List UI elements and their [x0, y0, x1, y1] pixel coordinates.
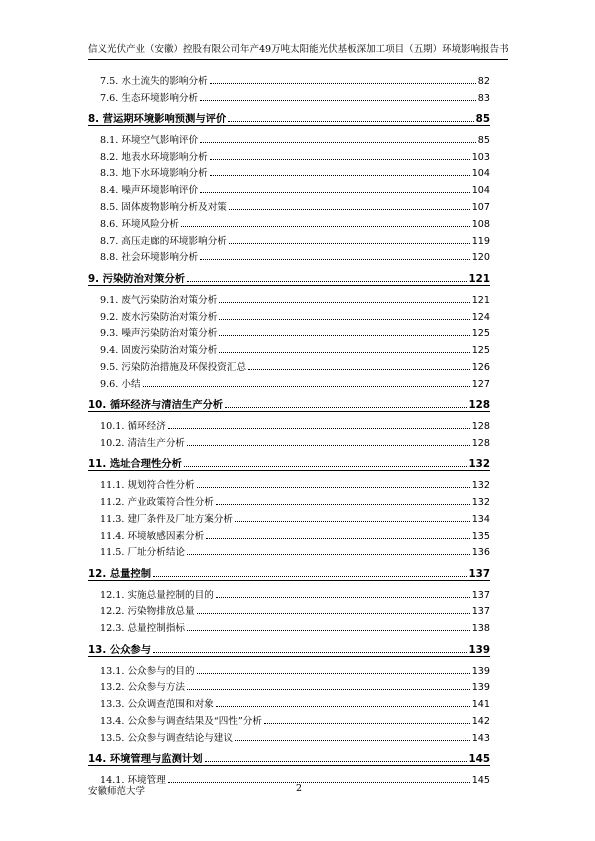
toc-chapter-entry[interactable]: [88, 390, 490, 413]
footer-page-number: 2: [296, 783, 303, 794]
toc-section-entry[interactable]: [88, 196, 490, 213]
toc-dot-leader: [235, 740, 470, 741]
toc-entry-page: 141: [471, 699, 490, 711]
toc-dot-leader: [200, 259, 470, 260]
toc-entry-title: 11.3. 建厂条件及厂址方案分析: [100, 513, 233, 525]
toc-entry-page: 143: [471, 732, 490, 744]
toc-entry-title: 14. 环境管理与监测计划: [88, 753, 203, 766]
footer-organization: 安徽师范大学: [88, 786, 146, 797]
toc-entry-title: 14.1. 环境管理: [100, 775, 166, 786]
toc-section-entry[interactable]: [88, 508, 490, 525]
toc-entry-title: 8. 营运期环境影响预测与评价: [88, 113, 227, 126]
toc-section-entry[interactable]: [88, 213, 490, 230]
toc-entry-page: 85: [475, 113, 490, 126]
toc-entry-page: 121: [468, 272, 490, 285]
toc-chapter-entry[interactable]: [88, 263, 490, 286]
toc-entry-title: 12.2. 污染物排放总量: [100, 606, 195, 618]
toc-entry-page: 139: [471, 665, 490, 677]
toc-dot-leader: [197, 487, 470, 488]
toc-entry-page: 128: [468, 399, 490, 412]
toc-entry-page: 137: [468, 567, 490, 580]
toc-dot-leader: [229, 243, 470, 244]
toc-entry-title: 11.4. 环境敏感因素分析: [100, 530, 205, 542]
toc-entry-title: 10.1. 循环经济: [100, 421, 166, 433]
toc-entry-title: 13.2. 公众参与方法: [100, 682, 186, 694]
toc-section-entry[interactable]: [88, 542, 490, 559]
toc-dot-leader: [216, 504, 470, 505]
toc-entry-page: 145: [471, 775, 490, 786]
toc-entry-page: 119: [471, 235, 490, 247]
toc-entry-title: 11. 选址合理性分析: [88, 458, 182, 471]
toc-section-entry[interactable]: [88, 491, 490, 508]
toc-dot-leader: [187, 281, 466, 282]
toc-section-entry[interactable]: [88, 306, 490, 323]
toc-entry-page: 121: [471, 294, 490, 306]
header-rule: [88, 59, 508, 60]
toc-entry-page: 125: [471, 345, 490, 357]
toc-entry-page: 125: [471, 328, 490, 340]
toc-entry-title: 8.7. 高压走廊的环境影响分析: [100, 235, 227, 247]
toc-section-entry[interactable]: [88, 432, 490, 449]
toc-entry-page: 134: [471, 513, 490, 525]
toc-entry-title: 8.4. 噪声环境影响评价: [100, 185, 199, 197]
toc-entry-title: 13.1. 公众参与的目的: [100, 665, 195, 677]
toc-dot-leader: [216, 597, 470, 598]
toc-section-entry[interactable]: [88, 677, 490, 694]
toc-entry-page: 135: [471, 530, 490, 542]
toc-entry-page: 83: [477, 92, 490, 104]
toc-entry-title: 8.6. 环境风险分析: [100, 218, 179, 230]
toc-entry-page: 85: [477, 134, 490, 146]
toc-dot-leader: [197, 613, 470, 614]
toc-dot-leader: [206, 538, 469, 539]
toc-dot-leader: [187, 445, 470, 446]
toc-section-entry[interactable]: [88, 163, 490, 180]
toc-entry-page: 128: [471, 421, 490, 433]
toc-entry-title: 8.8. 社会环境影响分析: [100, 252, 199, 264]
toc-entry-page: 132: [471, 496, 490, 508]
toc-entry-title: 11.5. 厂址分析结论: [100, 547, 186, 559]
toc-section-entry[interactable]: [88, 339, 490, 356]
toc-dot-leader: [225, 407, 466, 408]
toc-entry-page: 108: [471, 218, 490, 230]
toc-section-entry[interactable]: [88, 617, 490, 634]
toc-dot-leader: [168, 782, 470, 783]
toc-dot-leader: [228, 121, 473, 122]
toc-section-entry[interactable]: [88, 769, 490, 786]
toc-section-entry[interactable]: [88, 693, 490, 710]
toc-entry-page: 104: [471, 168, 490, 180]
toc-entry-page: 138: [471, 623, 490, 635]
toc-entry-page: 132: [468, 458, 490, 471]
toc-entry-page: 124: [471, 311, 490, 323]
toc-entry-page: 145: [468, 753, 490, 766]
toc-dot-leader: [235, 521, 470, 522]
toc-dot-leader: [229, 209, 470, 210]
toc-section-entry[interactable]: [88, 474, 490, 491]
toc-entry-page: 136: [471, 547, 490, 559]
toc-entry-title: 9.5. 污染防治措施及环保投资汇总: [100, 361, 247, 373]
toc-dot-leader: [187, 689, 470, 690]
toc-chapter-entry[interactable]: [88, 104, 490, 127]
toc-chapter-entry[interactable]: [88, 744, 490, 767]
toc-entry-page: 142: [471, 715, 490, 727]
toc-entry-page: 137: [471, 589, 490, 601]
toc-entry-title: 13.5. 公众参与调查结论与建议: [100, 732, 233, 744]
toc-dot-leader: [219, 302, 469, 303]
toc-dot-leader: [143, 386, 470, 387]
toc-section-entry[interactable]: [88, 660, 490, 677]
toc-dot-leader: [210, 159, 470, 160]
toc-section-entry[interactable]: [88, 356, 490, 373]
toc-entry-page: 104: [471, 185, 490, 197]
toc-dot-leader: [219, 319, 469, 320]
toc-section-entry[interactable]: [88, 373, 490, 390]
toc-entry-title: 13. 公众参与: [88, 643, 152, 656]
toc-section-entry[interactable]: [88, 727, 490, 744]
toc-dot-leader: [219, 335, 469, 336]
toc-dot-leader: [264, 723, 470, 724]
toc-dot-leader: [181, 226, 470, 227]
toc-entry-title: 9. 污染防治对策分析: [88, 272, 186, 285]
toc-entry-page: 103: [471, 151, 490, 163]
toc-section-entry[interactable]: [88, 289, 490, 306]
toc-dot-leader: [200, 192, 470, 193]
toc-entry-page: 128: [471, 437, 490, 449]
toc-section-entry[interactable]: [88, 146, 490, 163]
toc-dot-leader: [210, 175, 470, 176]
toc-section-entry[interactable]: [88, 179, 490, 196]
toc-entry-page: 107: [471, 202, 490, 214]
toc-section-entry[interactable]: [88, 710, 490, 727]
toc-entry-page: 120: [471, 252, 490, 264]
toc-entry-title: 12.3. 总量控制指标: [100, 623, 186, 635]
toc-entry-page: 139: [471, 682, 490, 694]
toc-entry-title: 7.6. 生态环境影响分析: [100, 92, 199, 104]
toc-section-entry[interactable]: [88, 70, 490, 87]
toc-dot-leader: [153, 576, 466, 577]
toc-dot-leader: [187, 630, 470, 631]
toc-section-entry[interactable]: [88, 584, 490, 601]
toc-dot-leader: [219, 352, 469, 353]
toc-entry-page: 126: [471, 361, 490, 373]
toc-dot-leader: [168, 428, 470, 429]
toc-entry-title: 10.2. 清洁生产分析: [100, 437, 186, 449]
toc-entry-page: 132: [471, 480, 490, 492]
toc-dot-leader: [153, 652, 466, 653]
toc-chapter-entry[interactable]: [88, 634, 490, 657]
toc-entry-title: 7.5. 水土流失的影响分析: [100, 75, 208, 87]
toc-section-entry[interactable]: [88, 247, 490, 264]
toc-entry-title: 9.4. 固废污染防治对策分析: [100, 345, 218, 357]
toc-section-entry[interactable]: [88, 230, 490, 247]
toc-entry-title: 8.3. 地下水环境影响分析: [100, 168, 208, 180]
toc-dot-leader: [248, 369, 470, 370]
toc-entry-title: 8.5. 固体废物影响分析及对策: [100, 202, 227, 214]
toc-entry-title: 8.2. 地表水环境影响分析: [100, 151, 208, 163]
toc-entry-title: 13.3. 公众调查范围和对象: [100, 699, 214, 711]
toc-entry-title: 11.2. 产业政策符合性分析: [100, 496, 214, 508]
toc-chapter-entry[interactable]: [88, 558, 490, 581]
toc-dot-leader: [205, 761, 467, 762]
toc-dot-leader: [184, 466, 467, 467]
toc-section-entry[interactable]: [88, 87, 490, 104]
toc-entry-title: 9.2. 废水污染防治对策分析: [100, 311, 218, 323]
toc-entry-title: 12. 总量控制: [88, 567, 152, 580]
running-header: 信义光伏产业（安徽）控股有限公司年产49万吨太阳能光伏基板深加工项目（五期）环境影响报告书: [88, 44, 509, 55]
toc-dot-leader: [187, 554, 470, 555]
toc-section-entry[interactable]: [88, 129, 490, 146]
toc-entry-title: 8.1. 环境空气影响评价: [100, 134, 199, 146]
toc-entry-title: 11.1. 规划符合性分析: [100, 480, 195, 492]
toc-entry-page: 137: [471, 606, 490, 618]
toc-entry-title: 9.1. 废气污染防治对策分析: [100, 294, 218, 306]
toc-entry-page: 139: [468, 643, 490, 656]
toc-entry-title: 10. 循环经济与清洁生产分析: [88, 399, 224, 412]
toc-entry-page: 127: [471, 378, 490, 390]
toc-dot-leader: [200, 100, 476, 101]
toc-entry-title: 12.1. 实施总量控制的目的: [100, 589, 214, 601]
toc-entry-page: 82: [477, 75, 490, 87]
toc-chapter-entry[interactable]: [88, 449, 490, 472]
toc-section-entry[interactable]: [88, 323, 490, 340]
toc-entry-title: 9.6. 小结: [100, 378, 141, 390]
toc-section-entry[interactable]: [88, 525, 490, 542]
toc-section-entry[interactable]: [88, 601, 490, 618]
toc-dot-leader: [200, 142, 476, 143]
toc-section-entry[interactable]: [88, 415, 490, 432]
toc-dot-leader: [216, 706, 470, 707]
toc-entry-title: 13.4. 公众参与调查结果及“四性”分析: [100, 715, 262, 727]
toc-dot-leader: [210, 83, 476, 84]
table-of-contents: [88, 70, 490, 786]
toc-entry-title: 9.3. 噪声污染防治对策分析: [100, 328, 218, 340]
toc-dot-leader: [197, 673, 470, 674]
